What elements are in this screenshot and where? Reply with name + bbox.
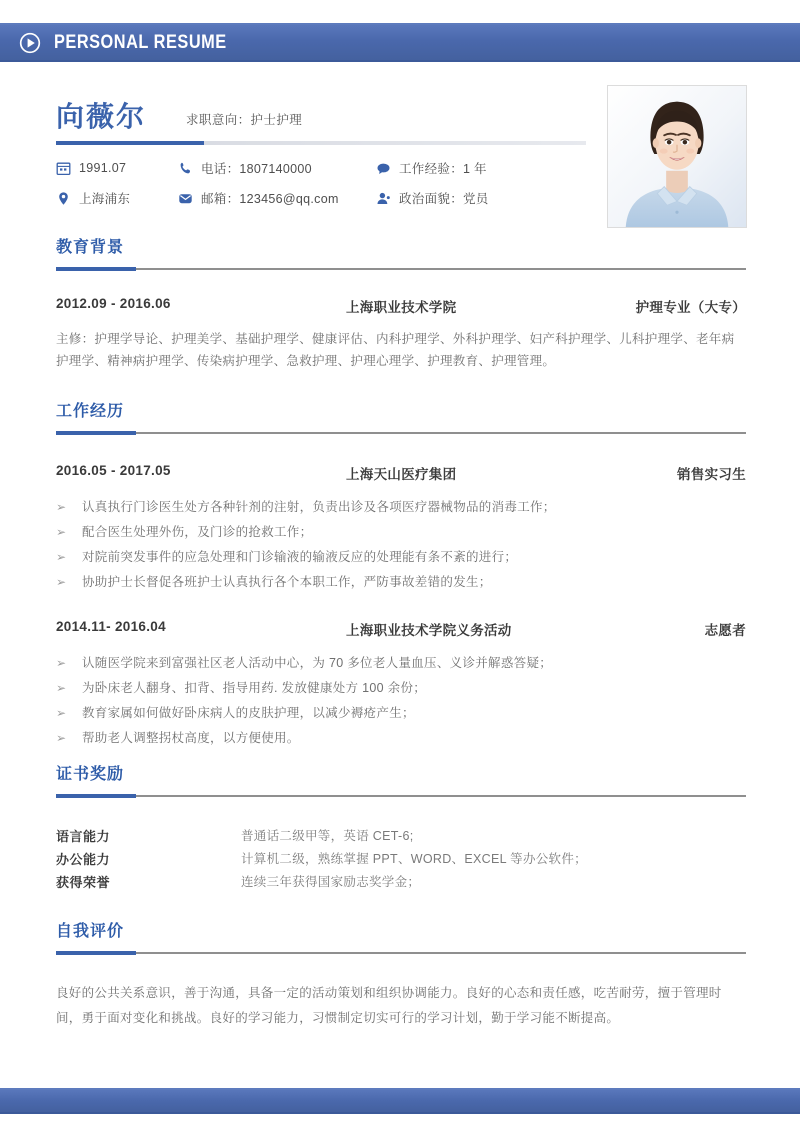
work-entry-header bbox=[56, 619, 746, 639]
list-item bbox=[56, 651, 746, 676]
arrow-bullet-icon: ➢ bbox=[56, 656, 67, 670]
list-item-text: 帮助老人调整拐杖高度，以方便使用。 bbox=[82, 731, 300, 745]
name-divider bbox=[56, 141, 586, 145]
work-bullets bbox=[56, 651, 746, 751]
arrow-bullet-icon: ➢ bbox=[56, 681, 67, 695]
footer-bar bbox=[0, 1088, 800, 1114]
work-date: 2014.11- 2016.04 bbox=[56, 619, 166, 634]
contact-birthdate bbox=[56, 159, 178, 177]
section-divider bbox=[56, 267, 746, 271]
certificate-value: 连续三年获得国家励志奖学金； bbox=[241, 875, 421, 889]
list-item-text: 认随医学院来到富强社区老人活动中心，为 70 多位老人量血压、义诊并解惑答疑； bbox=[82, 656, 553, 670]
portrait-photo-illustration bbox=[608, 86, 746, 227]
work-organization: 上海天山医疗集团 bbox=[346, 467, 457, 482]
contact-text: 上海浦东 bbox=[79, 192, 131, 206]
list-item-text: 对院前突发事件的应急处理和门诊输液的输液反应的处理能有条不紊的进行； bbox=[82, 550, 518, 564]
section-divider bbox=[56, 794, 746, 798]
contact-political-status bbox=[376, 189, 586, 207]
calendar-icon bbox=[56, 161, 71, 176]
education-organization: 上海职业技术学院 bbox=[346, 300, 457, 315]
contact-text: 邮箱：123456@qq.com bbox=[201, 192, 339, 206]
contact-experience bbox=[376, 159, 586, 177]
certificate-value: 计算机二级，熟练掌握 PPT、WORD、EXCEL 等办公软件； bbox=[241, 852, 587, 866]
arrow-bullet-icon: ➢ bbox=[56, 575, 67, 589]
person-icon bbox=[376, 191, 391, 206]
play-circle-icon bbox=[19, 32, 41, 54]
contact-text: 电话：1807140000 bbox=[201, 162, 312, 176]
table-row bbox=[56, 825, 746, 848]
section-education bbox=[56, 238, 746, 372]
work-date: 2016.05 - 2017.05 bbox=[56, 463, 171, 478]
arrow-bullet-icon: ➢ bbox=[56, 706, 67, 720]
header-title: PERSONAL RESUME bbox=[54, 31, 227, 53]
contact-grid bbox=[56, 159, 586, 207]
education-entry-header bbox=[56, 296, 746, 316]
list-item bbox=[56, 676, 746, 701]
section-certificates bbox=[56, 765, 746, 894]
arrow-bullet-icon: ➢ bbox=[56, 500, 67, 514]
education-major: 护理专业（大专） bbox=[635, 300, 746, 315]
list-item bbox=[56, 495, 746, 520]
list-item-text: 协助护士长督促各班护士认真执行各个本职工作，严防事故差错的发生； bbox=[82, 575, 492, 589]
arrow-bullet-icon: ➢ bbox=[56, 525, 67, 539]
section-work bbox=[56, 402, 746, 751]
work-entry-header bbox=[56, 463, 746, 483]
contact-text: 政治面貌：党员 bbox=[399, 192, 489, 206]
candidate-name: 向薇尔 bbox=[56, 101, 147, 132]
contact-phone bbox=[178, 159, 376, 177]
job-objective: 求职意向：护士护理 bbox=[186, 113, 303, 127]
section-title-education: 教育背景 bbox=[56, 239, 125, 256]
email-icon bbox=[178, 191, 193, 206]
section-title-certificates: 证书奖励 bbox=[56, 766, 125, 783]
certificate-label: 办公能力 bbox=[56, 852, 111, 867]
list-item-text: 教育家属如何做好卧床病人的皮肤护理，以减少褥疮产生； bbox=[82, 706, 415, 720]
list-item bbox=[56, 520, 746, 545]
name-row bbox=[56, 96, 586, 132]
list-item-text: 认真执行门诊医生处方各种针剂的注射，负责出诊及各项医疗器械物品的消毒工作； bbox=[82, 500, 556, 514]
arrow-bullet-icon: ➢ bbox=[56, 731, 67, 745]
certificate-value: 普通话二级甲等，英语 CET-6; bbox=[241, 829, 414, 843]
work-organization: 上海职业技术学院义务活动 bbox=[346, 623, 512, 638]
section-title-work: 工作经历 bbox=[56, 403, 125, 420]
identity-block bbox=[56, 96, 586, 207]
contact-text: 1991.07 bbox=[79, 161, 127, 175]
contact-location bbox=[56, 189, 178, 207]
list-item bbox=[56, 545, 746, 570]
work-role: 销售实习生 bbox=[677, 467, 746, 482]
list-item-text: 为卧床老人翻身、扣背、指导用药. 发放健康处方 100 余份； bbox=[82, 681, 427, 695]
section-self-evaluation bbox=[56, 922, 746, 1031]
self-evaluation-text: 良好的公共关系意识，善于沟通，具备一定的活动策划和组织协调能力。良好的心态和责任感，吃苦耐劳，擅于管理时间，勇于面对变化和挑战。良好的学习能力，习惯制定切实可行的学习计划，勤于学习能不断提高。 bbox=[56, 986, 722, 1025]
arrow-bullet-icon: ➢ bbox=[56, 550, 67, 564]
list-item bbox=[56, 570, 746, 595]
work-bullets bbox=[56, 495, 746, 595]
certificate-label: 语言能力 bbox=[56, 829, 111, 844]
table-row bbox=[56, 848, 746, 871]
education-date: 2012.09 - 2016.06 bbox=[56, 296, 171, 311]
section-divider bbox=[56, 431, 746, 435]
list-item-text: 配合医生处理外伤，及门诊的抢救工作； bbox=[82, 525, 313, 539]
work-role: 志愿者 bbox=[704, 623, 746, 638]
contact-email bbox=[178, 189, 376, 207]
location-pin-icon bbox=[56, 191, 71, 206]
header-bar bbox=[0, 23, 800, 62]
certificates-list bbox=[56, 825, 746, 894]
education-courses: 主修：护理学导论、护理美学、基础护理学、健康评估、内科护理学、外科护理学、妇产科护理学、儿科护理学、老年病护理学、精神病护理学、传染病护理学、急救护理、护理心理学、护理教育、护理管理。 bbox=[56, 332, 735, 368]
phone-icon bbox=[178, 161, 193, 176]
section-title-self-evaluation: 自我评价 bbox=[56, 923, 125, 940]
avatar bbox=[607, 85, 747, 228]
list-item bbox=[56, 726, 746, 751]
chat-bubble-icon bbox=[376, 161, 391, 176]
section-divider bbox=[56, 951, 746, 955]
table-row bbox=[56, 871, 746, 894]
certificate-label: 获得荣誉 bbox=[56, 875, 111, 890]
list-item bbox=[56, 701, 746, 726]
contact-text: 工作经验：1 年 bbox=[399, 162, 487, 176]
